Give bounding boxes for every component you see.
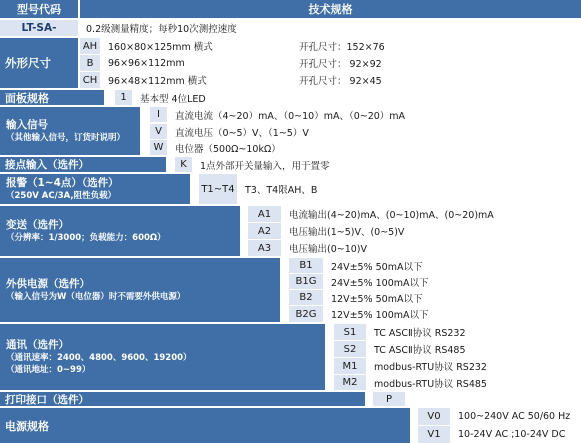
comm-note-rate: （通讯速率：2400、4800、9600、19200） [6,353,192,363]
comm-label [0,324,325,390]
alarm-desc: T3、T4限AH、B [239,174,581,204]
power-out-title: 外供电源（选件） [6,278,90,290]
input-signal-label [0,107,140,155]
print-label: 打印接口（选件） [0,392,365,406]
transmit-desc-a1: 电流输出(4~20)mA、(0~10)mA、(0~20)mA [283,206,581,222]
power-desc-v0: 100~240V AC 50/60 Hz [452,408,581,425]
dimension-hole-ch: 开孔尺寸： 92×45 [293,72,581,88]
power-out-desc-b1g: 24V±5% 100mA以下 [325,274,581,289]
dimension-hole-b: 开孔尺寸： 92×92 [293,55,581,71]
dimension-code-ch: CH [80,72,100,88]
power-out-desc-b1: 24V±5% 50mA以下 [325,258,581,273]
input-signal-title: 输入信号 [6,119,48,131]
print-code: P [373,392,405,406]
accuracy-text: 0.2级测量精度；每秒10次测控速度 [80,20,581,36]
power-out-desc-b2g: 12V±5% 100mA以下 [325,306,581,322]
power-out-code-b2: B2 [289,290,323,305]
power-out-note: （输入信号为W（电位器）时不需要外供电源） [6,292,186,302]
power-out-code-b1g: B1G [289,274,323,289]
dimension-size-ah: 160×80×125mm 横式 [102,38,291,54]
power-out-code-b2g: B2G [289,306,323,322]
contact-input-desc: 1点外部开关量输入，用于置零 [194,157,581,172]
transmit-note: （分辨率：1/3000；负载能力：600Ω） [6,233,166,243]
power-out-desc-b2: 12V±5% 50mA以下 [325,290,581,305]
dimension-size-b: 96×96×112mm [102,55,291,71]
comm-note-address: （通讯地址：0~99） [6,365,91,375]
header-tech-spec: 技术规格 [80,0,581,18]
input-code-v: V [150,124,167,139]
power-spec-label: 电源规格 [0,408,410,443]
input-desc-w: 电位器（500Ω~10kΩ） [169,140,581,155]
comm-code-m2: M2 [334,375,366,390]
contact-input-code: K [175,157,192,172]
model-prefix: LT-SA- [0,20,78,36]
alarm-title: 报警（1~4点）（选件） [6,177,119,189]
transmit-title: 变送（选件） [6,219,69,231]
alarm-note: （250V AC/3A,阻性负载） [6,191,117,201]
comm-desc-s1: TC ASCⅡ协议 RS232 [368,324,581,340]
dimension-size-ch: 96×48×112mm 横式 [102,72,291,88]
comm-title: 通讯（选件） [6,339,69,351]
header-model-code: 型号代码 [0,0,78,18]
input-signal-note: （其他输入信号，订货时说明） [6,133,126,143]
comm-code-m1: M1 [334,358,366,374]
dimension-code-b: B [80,55,100,71]
comm-desc-m1: modbus-RTU协议 RS232 [368,358,581,374]
transmit-code-a2: A2 [248,223,281,239]
alarm-code: T1~T4 [199,174,237,204]
input-code-w: W [150,140,167,155]
power-desc-v1: 10-24V AC ;10-24V DC [452,426,581,443]
transmit-label [0,206,240,256]
power-code-v1: V1 [418,426,450,443]
input-desc-v: 直流电压（0~5）V、（1~5）V [169,124,581,139]
panel-desc: 基本型 4位LED [134,90,581,105]
transmit-desc-a2: 电压输出(1~5)V、(0~5)V [283,223,581,239]
comm-code-s1: S1 [334,324,366,340]
dimensions-label: 外形尺寸 [0,38,78,88]
transmit-desc-a3: 电压输出(0~10)V [283,240,581,256]
power-code-v0: V0 [418,408,450,425]
dimension-hole-ah: 开孔尺寸：152×76 [293,38,581,54]
comm-code-s2: S2 [334,341,366,357]
power-out-label [0,258,280,322]
input-desc-i: 直流电流（4~20）mA、（0~10）mA、（0~20）mA [169,107,581,122]
comm-desc-s2: TC ASCⅡ协议 RS485 [368,341,581,357]
transmit-code-a1: A1 [248,206,281,222]
contact-input-label: 接点输入（选件） [0,157,166,172]
panel-label: 面板规格 [0,90,104,105]
comm-desc-m2: modbus-RTU协议 RS485 [368,375,581,390]
transmit-code-a3: A3 [248,240,281,256]
dimension-code-ah: AH [80,38,100,54]
input-code-i: I [150,107,167,122]
alarm-label [0,174,190,204]
panel-code: 1 [115,90,132,105]
power-out-code-b1: B1 [289,258,323,273]
